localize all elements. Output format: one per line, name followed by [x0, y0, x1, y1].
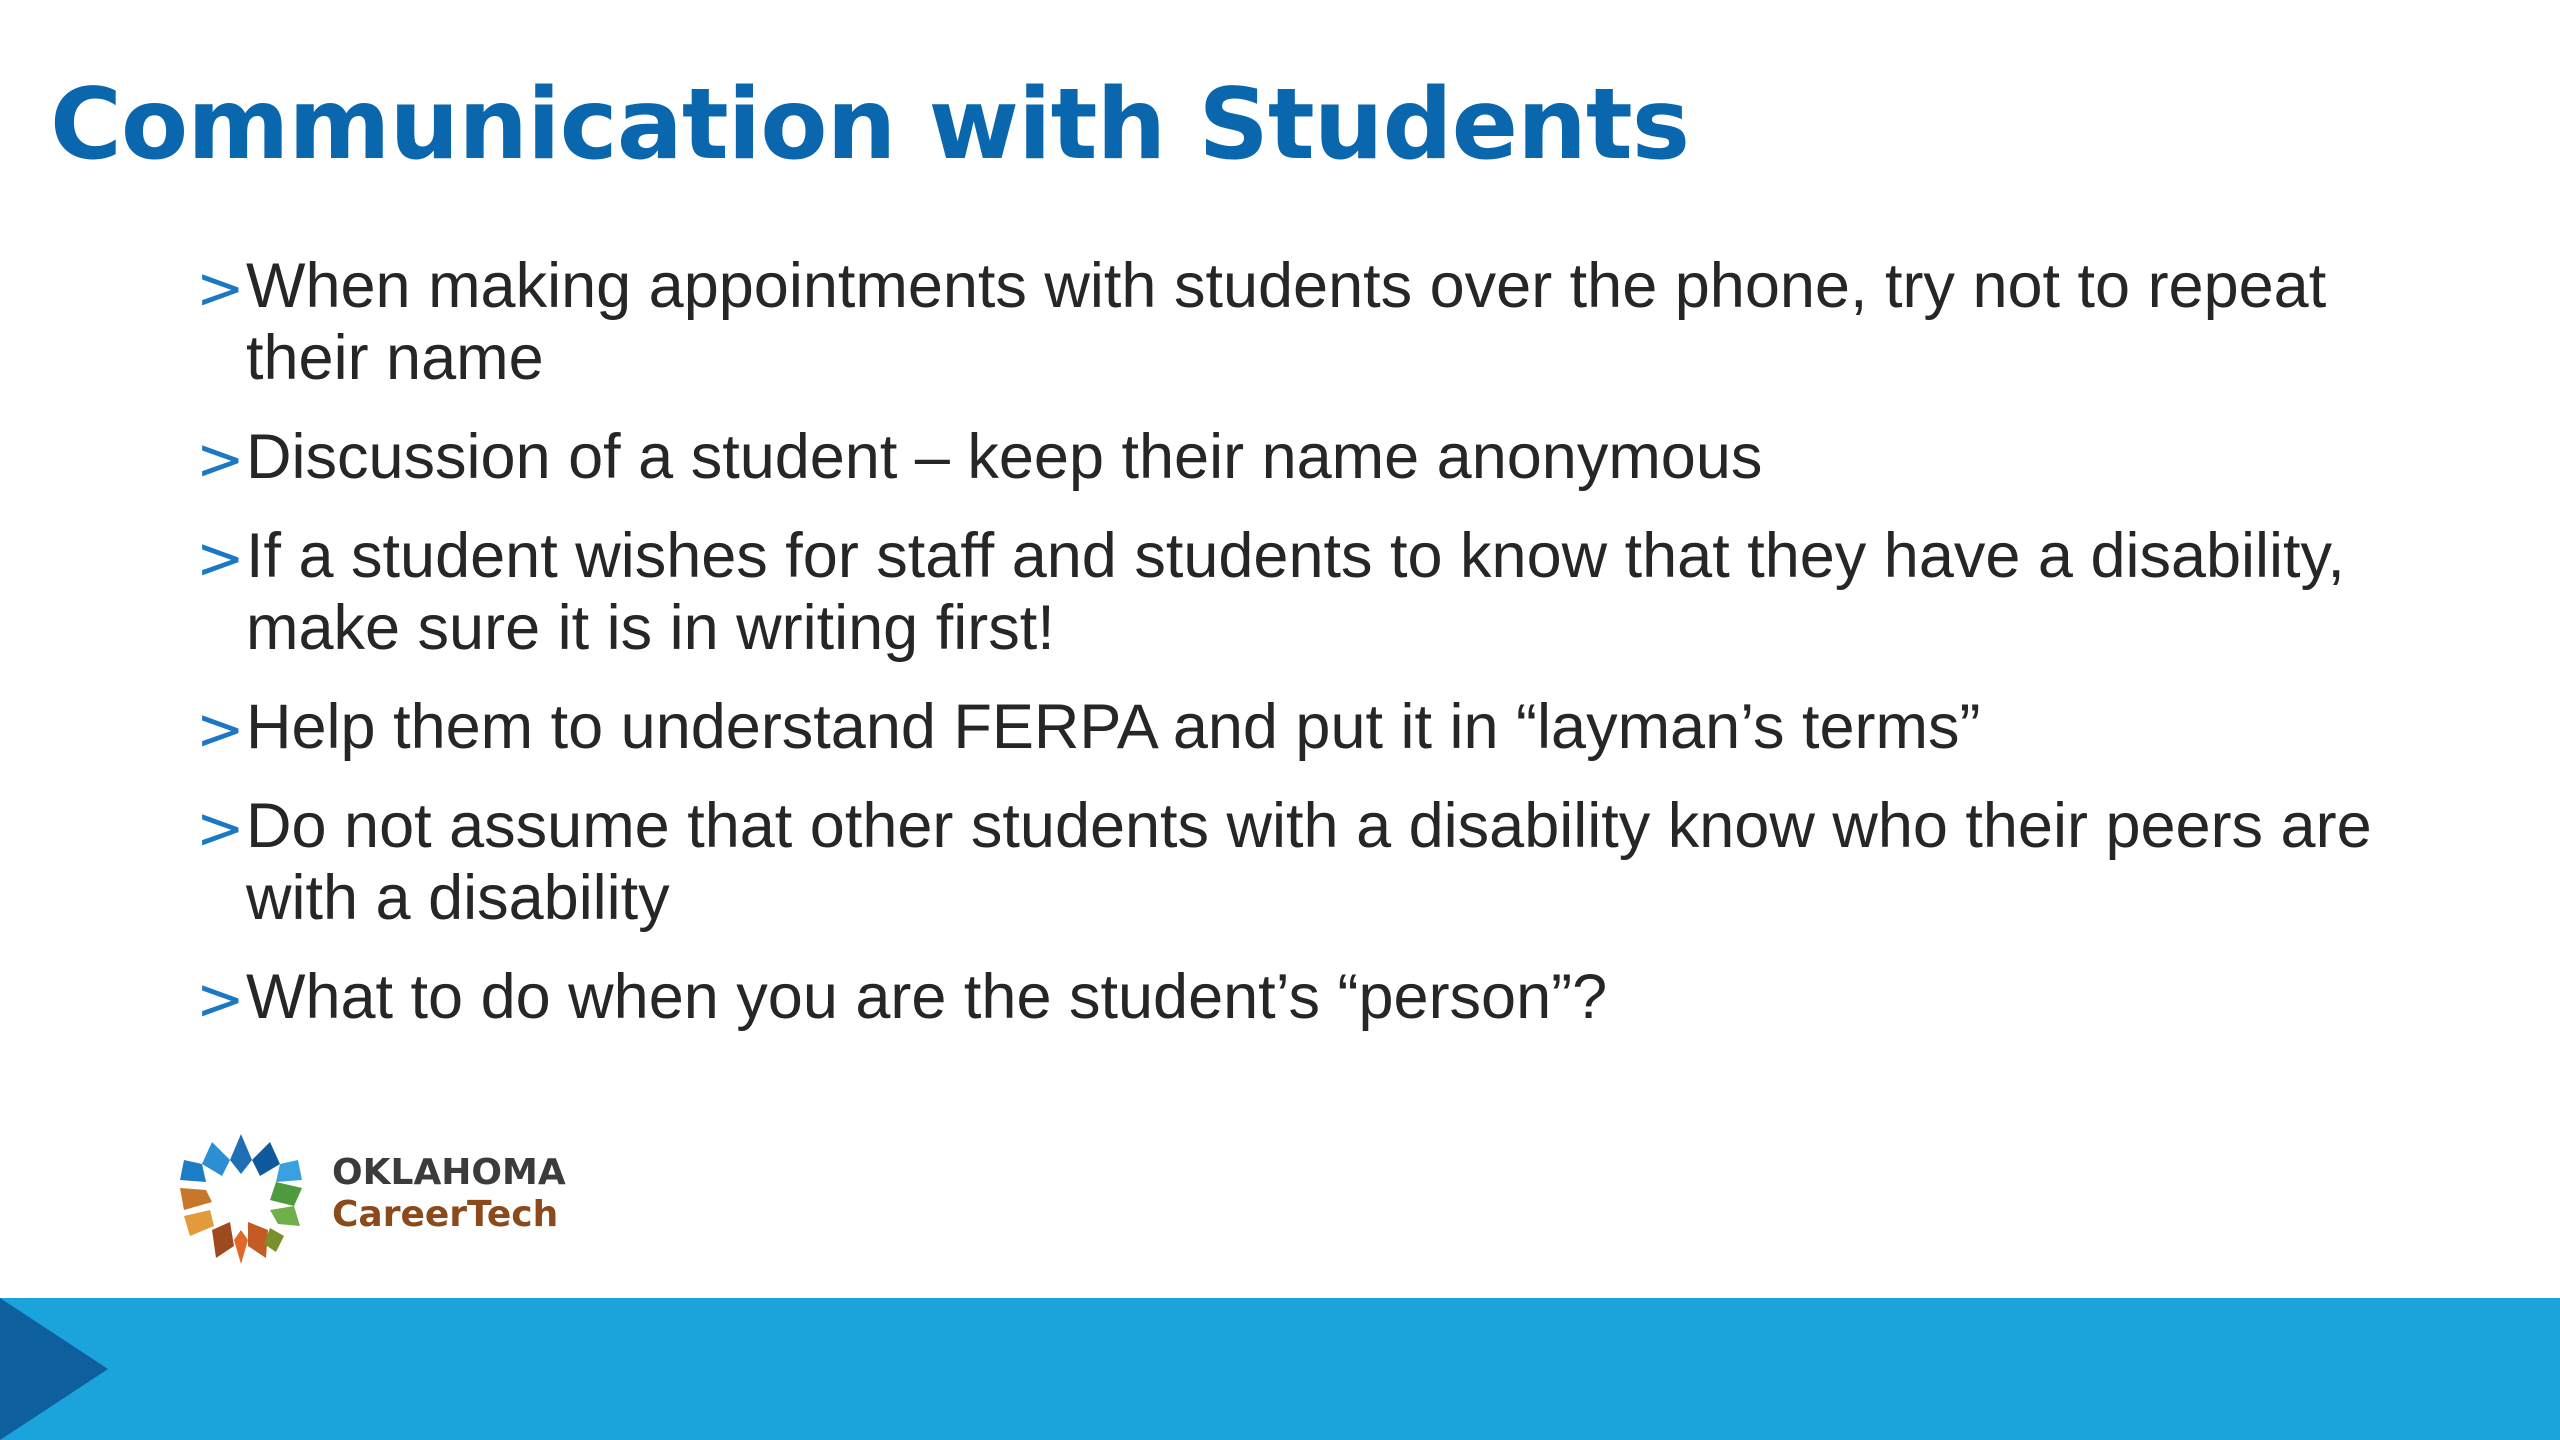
bullet-text: Help them to understand FERPA and put it in “layman’s terms”: [246, 692, 1981, 762]
bullet-list: [196, 250, 2426, 1060]
bullet-text: Discussion of a student – keep their name anonymous: [246, 422, 1763, 492]
bullet-text: If a student wishes for staff and students to know that they have a disability, make sure it is in writing first!: [246, 521, 2345, 663]
footer-bar: [0, 1298, 2560, 1440]
bullet-arrow-icon: >: [196, 524, 245, 592]
logo-wordmark-oklahoma: OKLAHOMA: [332, 1152, 566, 1193]
oklahoma-careertech-logo: [172, 1130, 572, 1270]
bullet-text: When making appointments with students over the phone, try not to repeat their name: [246, 251, 2327, 393]
bullet-item: [196, 790, 2426, 934]
bullet-text: Do not assume that other students with a disability know who their peers are with a disability: [246, 791, 2372, 933]
bullet-arrow-icon: >: [196, 965, 245, 1033]
footer-arrow-icon: [0, 1298, 110, 1440]
bullet-arrow-icon: >: [196, 695, 245, 763]
bullet-item: [196, 520, 2426, 664]
bullet-text: What to do when you are the student’s “person”?: [246, 962, 1608, 1032]
slide-title: Communication with Students: [50, 68, 1690, 182]
bullet-arrow-icon: >: [196, 425, 245, 493]
star-logo-icon: [172, 1130, 310, 1268]
bullet-item: [196, 250, 2426, 394]
bullet-item: [196, 421, 2426, 493]
bullet-arrow-icon: >: [196, 794, 245, 862]
bullet-item: [196, 961, 2426, 1033]
bullet-arrow-icon: >: [196, 254, 245, 322]
logo-wordmark-careertech: CareerTech: [332, 1194, 559, 1235]
bullet-item: [196, 691, 2426, 763]
